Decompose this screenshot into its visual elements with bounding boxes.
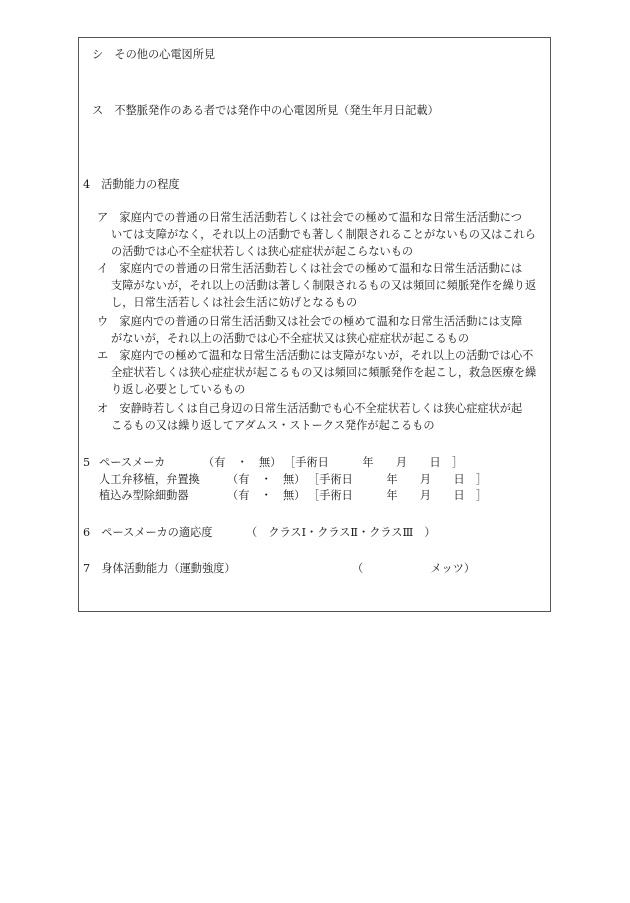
option-a-line-2: いては支障がなく，それ以上の活動でも著しく制限されることがないもの又はこれら <box>111 228 536 241</box>
section-5-number: 5 <box>83 456 91 469</box>
option-u-line-2: がないが，それ以上の活動では心不全症状又は狭心症症状が起こるもの <box>111 332 470 345</box>
pacemaker-class-options: （ クラスⅠ・クラスⅡ・クラスⅢ ） <box>246 526 436 539</box>
item-shi-other-ecg: シ その他の心電図所見 <box>92 48 216 61</box>
pacemaker-choice: （有 ・ 無） <box>203 456 282 469</box>
section-4-title: 4 活動能力の程度 <box>83 178 180 191</box>
option-i-line-3: し，日常生活若しくは社会生活に妨げとなるもの <box>111 296 358 309</box>
pacemaker-label: ペースメーカ <box>99 456 166 469</box>
option-o-line-1: オ 安静時若しくは自己身辺の日常生活活動でも心不全症状若しくは狭心症症状が起 <box>97 402 523 415</box>
icd-surgery-date: ［手術日 年 月 日 ］ <box>308 489 488 502</box>
option-i-line-1: イ 家庭内での普通の日常生活活動若しくは社会での極めて温和な日常生活活動には <box>97 262 523 275</box>
icd-label: 植込み型除細動器 <box>99 489 189 502</box>
option-e-line-3: り返し必要としているもの <box>111 383 246 396</box>
valve-replacement-label: 人工弁移植，弁置換 <box>99 473 200 486</box>
option-e-line-1: エ 家庭内での極めて温和な日常生活活動には支障がないが，それ以上の活動では心不 <box>97 349 534 362</box>
section-7-title: 7 身体活動能力（運動強度） <box>83 562 236 575</box>
item-su-arrhythmia-ecg: ス 不整脈発作のある者では発作中の心電図所見（発生年月日記載） <box>92 104 439 117</box>
mets-value-field: （ メッツ） <box>352 562 476 575</box>
option-a-line-3: の活動では心不全症状若しくは狭心症症状が起こらないもの <box>111 245 414 258</box>
option-o-line-2: こるもの又は繰り返してアダムス・ストークス発作が起こるもの <box>111 419 435 432</box>
valve-replacement-surgery-date: ［手術日 年 月 日 ］ <box>308 473 488 486</box>
option-i-line-2: 支障がないが，それ以上の活動は著しく制限されるもの又は頻回に頻脈発作を繰り返 <box>111 279 537 292</box>
option-a-line-1: ア 家庭内での普通の日常生活活動若しくは社会での極めて温和な日常生活活動につ <box>97 211 522 224</box>
section-6-title: 6 ペースメーカの適応度 <box>83 526 213 539</box>
icd-choice: （有 ・ 無） <box>227 489 306 502</box>
valve-replacement-choice: （有 ・ 無） <box>227 473 306 486</box>
option-u-line-1: ウ 家庭内での普通の日常生活活動又は社会での極めて温和な日常生活活動には支障 <box>97 315 523 328</box>
option-e-line-2: 全症状若しくは狭心症症状が起こるもの又は頻回に頻脈発作を起こし，救急医療を繰 <box>111 366 537 379</box>
pacemaker-surgery-date: ［手術日 年 月 日 ］ <box>284 456 464 469</box>
